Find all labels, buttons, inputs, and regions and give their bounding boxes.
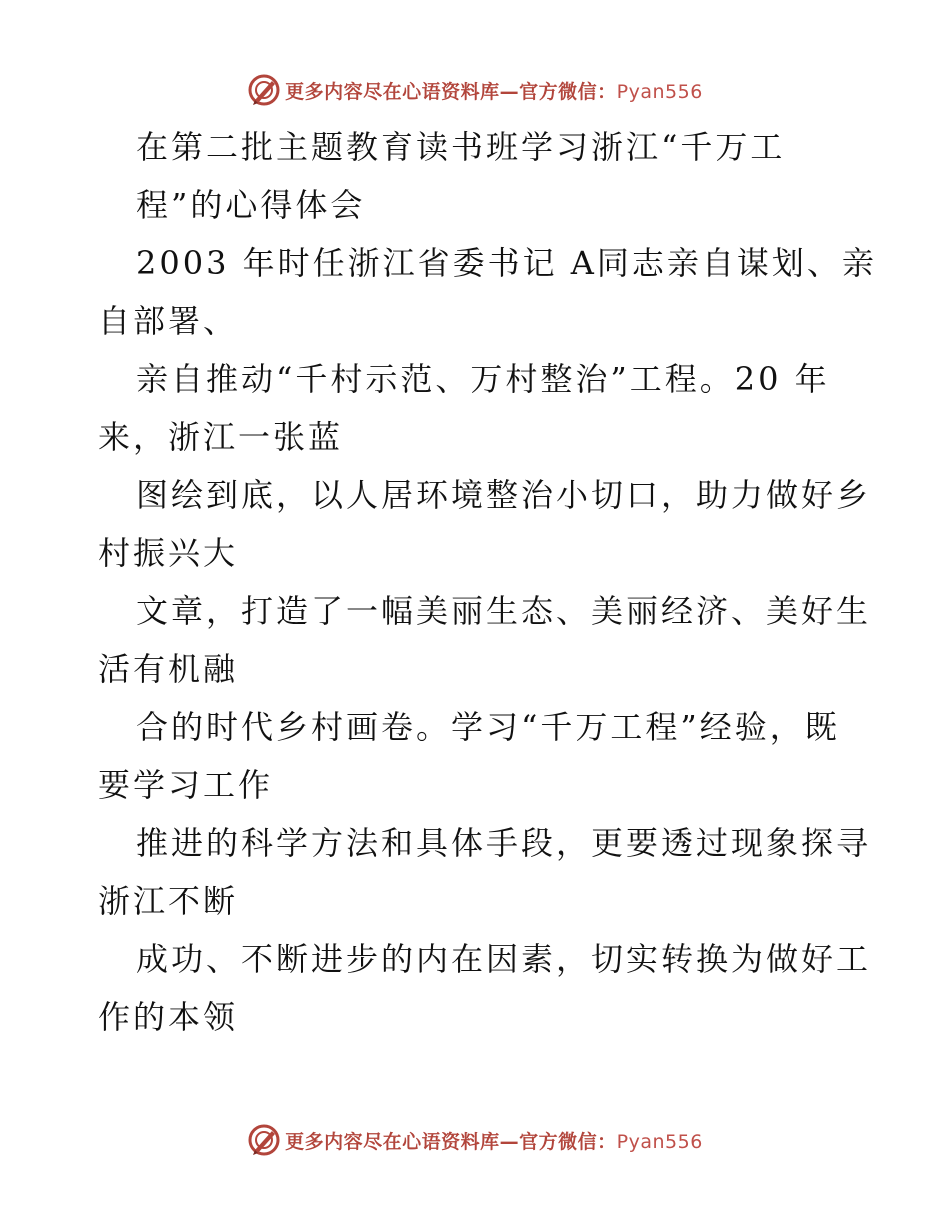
text-line: 文章，打造了一幅美丽生态、美丽经济、美好生	[136, 592, 872, 630]
text-line: 作的本领	[98, 998, 239, 1036]
watermark-text: 更多内容尽在心语资料库—官方微信：Pyan556	[285, 80, 703, 103]
header-watermark	[0, 70, 950, 110]
text-line: 自部署、	[98, 302, 239, 340]
text-line: 程”的心得体会	[136, 186, 366, 224]
text-line: 来，浙江一张蓝	[98, 418, 344, 456]
pen-logo-icon	[247, 1123, 281, 1157]
footer-watermark	[0, 1120, 950, 1160]
watermark-text: 更多内容尽在心语资料库—官方微信：Pyan556	[285, 1130, 703, 1153]
watermark-contact: Pyan556	[616, 1130, 703, 1153]
text-line: 活有机融	[98, 650, 239, 688]
text-line: 浙江不断	[98, 882, 239, 920]
text-line: 在第二批主题教育读书班学习浙江“千万工	[136, 128, 786, 166]
text-line: 合的时代乡村画卷。学习“千万工程”经验，既	[136, 708, 840, 746]
text-line: 2003 年时任浙江省委书记 A同志亲自谋划、亲	[136, 244, 877, 282]
document-body	[98, 118, 877, 1046]
text-line: 推进的科学方法和具体手段，更要透过现象探寻	[136, 824, 872, 862]
text-line: 要学习工作	[98, 766, 274, 804]
pen-logo-icon	[247, 73, 281, 107]
text-line: 村振兴大	[98, 534, 239, 572]
text-line: 图绘到底，以人居环境整治小切口，助力做好乡	[136, 476, 872, 514]
text-line: 亲自推动“千村示范、万村整治”工程。20 年	[136, 360, 830, 398]
text-line: 成功、不断进步的内在因素，切实转换为做好工	[136, 940, 872, 978]
watermark-contact: Pyan556	[616, 80, 703, 103]
